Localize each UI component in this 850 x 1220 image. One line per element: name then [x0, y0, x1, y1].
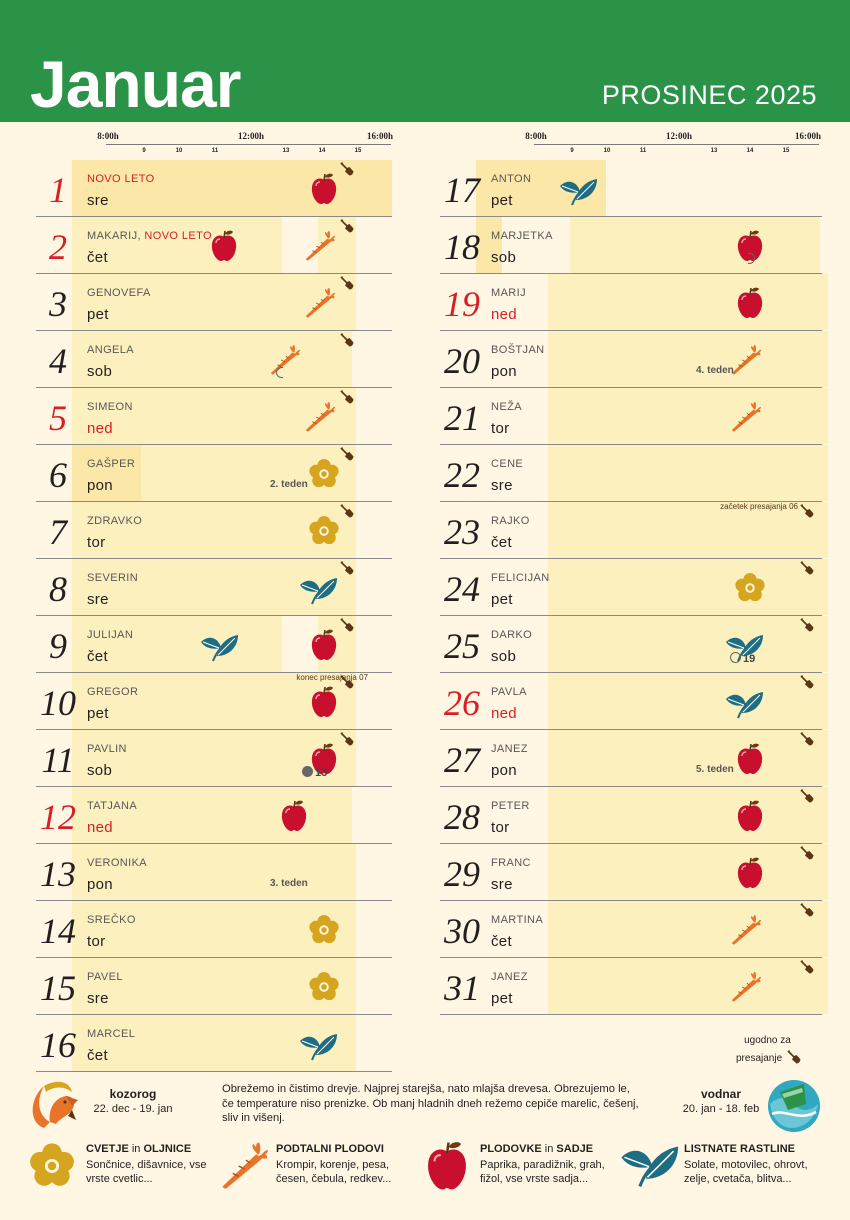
- weekday: pon: [491, 363, 517, 380]
- name-day: [87, 173, 155, 186]
- carrot-icon: [218, 1138, 268, 1194]
- legend-leafy-desc: Solate, motovilec, ohrovt, zelje, cvetača, blitva...: [684, 1159, 808, 1185]
- day-row: [440, 160, 822, 217]
- shovel-icon: [340, 333, 354, 347]
- day-row: [440, 559, 822, 616]
- shovel-icon: [340, 504, 354, 518]
- legend-roots: [218, 1138, 418, 1198]
- day-number: 9: [49, 626, 67, 666]
- saint-name: MARJETKA: [491, 230, 553, 242]
- shovel-icon: [340, 219, 354, 233]
- day-row: [36, 958, 392, 1015]
- weekday: čet: [491, 534, 512, 551]
- name-day: [491, 458, 523, 471]
- daylight-band: [548, 730, 828, 786]
- daylight-band: [72, 844, 356, 900]
- apple-icon: [422, 1138, 472, 1194]
- week-label: 4. teden: [696, 365, 734, 376]
- weekday: pon: [87, 477, 113, 494]
- time-scale-label: 11: [639, 148, 647, 154]
- saint-name: GAŠPER: [87, 458, 136, 470]
- day-number: 7: [49, 512, 67, 552]
- legend-roots-title: PODTALNI PLODOVI: [276, 1143, 384, 1155]
- day-number: 4: [49, 341, 67, 381]
- weekday: sob: [491, 249, 517, 266]
- saint-name: JANEZ: [491, 971, 528, 983]
- name-day: [491, 629, 532, 642]
- transplant-legend: [736, 1035, 799, 1065]
- day-row: [36, 616, 392, 673]
- aquarius-icon: [764, 1078, 824, 1130]
- shovel-icon: [800, 789, 814, 803]
- legend-fruits-title: PLODOVKE in SADJE: [480, 1143, 594, 1155]
- apple-icon: [308, 172, 340, 206]
- weekday: ned: [87, 420, 113, 437]
- shovel-icon: [800, 732, 814, 746]
- moon-date: 13: [315, 767, 328, 779]
- name-day: [491, 971, 528, 984]
- name-day: [491, 287, 526, 300]
- flower-icon: [308, 970, 340, 1004]
- weekday: sob: [87, 762, 113, 779]
- leaf-icon: [724, 689, 764, 719]
- saint-name: GENOVEFA: [87, 287, 151, 299]
- day-number: 28: [444, 797, 480, 837]
- weekday: tor: [87, 534, 106, 551]
- weekday: pet: [87, 705, 109, 722]
- holiday-name: NOVO LETO: [144, 230, 212, 242]
- weekday: tor: [87, 933, 106, 950]
- shovel-icon: [800, 504, 814, 518]
- day-number: 18: [444, 227, 480, 267]
- info-text: Obrežemo in čistimo drevje. Najprej starejša, nato mlajša drevesa. Obrezujemo le, če temperature niso prenizke. Ob manj hladnih dneh režemo cepiče marelic, češenj, sliv in višenj.: [222, 1083, 639, 1124]
- name-day: [491, 230, 553, 243]
- saint-name: DARKO: [491, 629, 533, 641]
- day-row: [36, 673, 392, 730]
- day-row: [440, 445, 822, 502]
- day-number: 12: [40, 797, 76, 837]
- day-number: 23: [444, 512, 480, 552]
- saint-name: GREGOR: [87, 686, 139, 698]
- transplant-note: konec presajanja 07: [296, 673, 368, 682]
- shovel-icon: [800, 903, 814, 917]
- day-number: 6: [49, 455, 67, 495]
- carrot-icon: [303, 229, 335, 263]
- saint-name: FELICIJAN: [491, 572, 550, 584]
- day-number: 15: [40, 968, 76, 1008]
- time-scale-label: 16:00h: [366, 131, 394, 141]
- saint-name: CENE: [491, 458, 524, 470]
- carrot-icon: [729, 913, 761, 947]
- weekday: pet: [491, 192, 513, 209]
- saint-name: BOŠTJAN: [491, 344, 545, 356]
- day-number: 16: [40, 1025, 76, 1065]
- day-row: [36, 331, 392, 388]
- name-day: [491, 344, 545, 357]
- apple-icon: [734, 799, 766, 833]
- day-row: [36, 502, 392, 559]
- day-row: [440, 331, 822, 388]
- flower-icon: [308, 514, 340, 548]
- time-scale-label: 14: [746, 148, 754, 154]
- legend-fruits: [422, 1138, 622, 1198]
- time-scale: [525, 124, 824, 158]
- time-scale-line: [106, 144, 391, 145]
- name-day: [87, 458, 135, 471]
- saint-name: PAVEL: [87, 971, 123, 983]
- month-title: Januar: [30, 47, 241, 121]
- day-row: [36, 844, 392, 901]
- legend-leafy-title: LISTNATE RASTLINE: [684, 1143, 796, 1155]
- day-row: [440, 730, 822, 787]
- weekday: sre: [87, 591, 109, 608]
- leaf-icon: [558, 176, 598, 206]
- day-number: 11: [41, 740, 75, 780]
- name-day: [87, 287, 151, 300]
- name-day: [491, 515, 530, 528]
- daylight-band: [548, 445, 828, 501]
- shovel-icon: [340, 276, 354, 290]
- day-number: 5: [49, 398, 67, 438]
- flower-icon: [28, 1142, 76, 1190]
- moon-phase: [302, 766, 327, 779]
- daylight-band: [570, 217, 820, 273]
- weekday: pet: [491, 990, 513, 1007]
- name-day: [491, 800, 530, 813]
- daylight-band: [72, 331, 352, 387]
- weekday: čet: [87, 249, 108, 266]
- apple-icon: [278, 799, 310, 833]
- day-row: [36, 274, 392, 331]
- daylight-band: [548, 958, 828, 1014]
- day-row: [36, 160, 392, 217]
- saint-name: JULIJAN: [87, 629, 134, 641]
- day-number: 19: [444, 284, 480, 324]
- daylight-band: [72, 787, 352, 843]
- aquarius-name: vodnar: [700, 1087, 741, 1101]
- shovel-icon: [800, 675, 814, 689]
- week-label: 5. teden: [696, 764, 734, 775]
- name-day: [491, 401, 522, 414]
- saint-name: PAVLIN: [87, 743, 127, 755]
- saint-name: FRANC: [491, 857, 531, 869]
- carrot-icon: [303, 400, 335, 434]
- day-number: 25: [444, 626, 480, 666]
- legend-fruits-desc: Paprika, paradižnik, grah, fižol, vse vrste sadja...: [480, 1159, 605, 1185]
- name-day: [87, 686, 138, 699]
- saint-name: MARIJ: [491, 287, 526, 299]
- day-row: [36, 217, 392, 274]
- time-scale-label: 8:00h: [525, 131, 547, 141]
- apple-icon: [734, 742, 766, 776]
- name-day: [87, 515, 142, 528]
- apple-icon: [208, 229, 240, 263]
- day-number: 26: [444, 683, 480, 723]
- day-number: 14: [40, 911, 76, 951]
- weekday: ned: [491, 705, 517, 722]
- shovel-icon: [787, 1050, 801, 1064]
- day-row: [36, 730, 392, 787]
- shovel-icon: [800, 618, 814, 632]
- moon-date: 19: [743, 653, 756, 665]
- apple-icon: [308, 628, 340, 662]
- day-number: 1: [49, 170, 67, 210]
- flower-icon: [308, 457, 340, 491]
- daylight-band: [548, 616, 828, 672]
- transplant-legend-line2: presajanje: [736, 1053, 783, 1064]
- daylight-band: [548, 844, 828, 900]
- day-number: 2: [49, 227, 67, 267]
- name-day: [87, 572, 138, 585]
- day-number: 29: [444, 854, 480, 894]
- day-row: [36, 1015, 392, 1072]
- name-day: [87, 344, 134, 357]
- weekday: sre: [87, 192, 109, 209]
- leaf-icon: [199, 632, 239, 662]
- weekday: pon: [87, 876, 113, 893]
- time-scale-label: 15: [354, 148, 362, 154]
- time-scale-label: 9: [570, 148, 574, 154]
- carrot-icon: [729, 970, 761, 1004]
- apple-icon: [734, 856, 766, 890]
- full-moon-icon: [302, 766, 313, 777]
- name-day: [87, 401, 133, 414]
- shovel-icon: [800, 960, 814, 974]
- day-row: [440, 787, 822, 844]
- weekday: ned: [491, 306, 517, 323]
- leaf-icon: [618, 1142, 680, 1188]
- legend-leafy: [620, 1138, 830, 1198]
- aquarius-text: [676, 1087, 766, 1116]
- name-day: [87, 629, 133, 642]
- shovel-icon: [340, 390, 354, 404]
- time-scale-label: 16:00h: [794, 131, 822, 141]
- day-number: 31: [444, 968, 480, 1008]
- saint-name: MARTINA: [491, 914, 544, 926]
- shovel-icon: [340, 162, 354, 176]
- day-number: 20: [444, 341, 480, 381]
- time-scale-label: 11: [211, 148, 219, 154]
- time-scale-label: 12:00h: [237, 131, 265, 141]
- time-scale: [97, 124, 396, 158]
- saint-name: VERONIKA: [87, 857, 148, 869]
- saint-name: TATJANA: [87, 800, 138, 812]
- weekday: čet: [87, 648, 108, 665]
- leaf-icon: [298, 575, 338, 605]
- shovel-icon: [340, 618, 354, 632]
- time-scale-label: 10: [603, 148, 611, 154]
- previous-month-label: PROSINEC 2025: [601, 80, 817, 110]
- name-day: [87, 743, 127, 756]
- saint-name: MAKARIJ,: [87, 230, 145, 242]
- capricorn-icon: [24, 1078, 94, 1130]
- shovel-icon: [340, 447, 354, 461]
- week-label: 2. teden: [270, 479, 308, 490]
- name-day: [491, 173, 531, 186]
- saint-name: PAVLA: [491, 686, 527, 698]
- day-number: 3: [49, 284, 67, 324]
- moon-phase: [730, 652, 755, 665]
- day-number: 21: [444, 398, 480, 438]
- weekday: sob: [87, 363, 113, 380]
- last-quarter-moon-icon: [276, 367, 283, 378]
- name-day: [491, 686, 527, 699]
- day-row: [440, 502, 822, 559]
- name-day: [491, 572, 550, 585]
- saint-name: RAJKO: [491, 515, 530, 527]
- weekday: sre: [87, 990, 109, 1007]
- day-row: [440, 616, 822, 673]
- weekday: tor: [491, 819, 510, 836]
- daylight-band: [548, 331, 828, 387]
- time-scale-label: 9: [142, 148, 146, 154]
- time-scale-label: 14: [318, 148, 326, 154]
- day-number: 24: [444, 569, 480, 609]
- legend-flowers-desc: Sončnice, dišavnice, vse vrste cvetlic...: [86, 1159, 207, 1185]
- name-day: [491, 743, 528, 756]
- carrot-icon: [729, 400, 761, 434]
- weekday: pon: [491, 762, 517, 779]
- saint-name: PETER: [491, 800, 530, 812]
- name-day: [87, 1028, 135, 1041]
- day-row: [440, 901, 822, 958]
- saint-name: SIMEON: [87, 401, 133, 413]
- name-day: [87, 857, 147, 870]
- transplant-note: začetek presajanja 06: [720, 502, 798, 511]
- day-row: [36, 388, 392, 445]
- moon-phase: [274, 367, 283, 380]
- weekday: čet: [87, 1047, 108, 1064]
- day-number: 10: [40, 683, 76, 723]
- day-row: [36, 559, 392, 616]
- day-row: [440, 274, 822, 331]
- time-scale-label: 13: [710, 148, 718, 154]
- shovel-icon: [340, 561, 354, 575]
- saint-name: ZDRAVKO: [87, 515, 143, 527]
- week-label: 3. teden: [270, 878, 308, 889]
- aquarius-dates: 20. jan - 18. feb: [682, 1103, 760, 1115]
- daylight-band: [548, 388, 828, 444]
- saint-name: NEŽA: [491, 401, 522, 413]
- time-scale-label: 13: [282, 148, 290, 154]
- first-quarter-moon-icon: [748, 253, 755, 264]
- day-row: [440, 958, 822, 1015]
- day-number: 17: [444, 170, 480, 210]
- day-row: [36, 787, 392, 844]
- apple-icon: [734, 286, 766, 320]
- daylight-band: [548, 901, 828, 957]
- moon-phase: [748, 253, 755, 266]
- daylight-band: [548, 274, 828, 330]
- weekday: pet: [491, 591, 513, 608]
- weekday: ned: [87, 819, 113, 836]
- day-number: 22: [444, 455, 480, 495]
- time-scale-label: 12:00h: [665, 131, 693, 141]
- leaf-icon: [298, 1031, 338, 1061]
- day-row: [440, 844, 822, 901]
- daylight-band: [548, 787, 828, 843]
- saint-name: SEVERIN: [87, 572, 139, 584]
- weekday: čet: [491, 933, 512, 950]
- name-day: [87, 800, 137, 813]
- shovel-icon: [800, 846, 814, 860]
- legend-flowers: [28, 1138, 218, 1198]
- day-row: [440, 388, 822, 445]
- weekday: sre: [491, 477, 513, 494]
- holiday-name: NOVO LETO: [87, 173, 155, 185]
- time-scale-label: 10: [175, 148, 183, 154]
- day-number: 8: [49, 569, 67, 609]
- weekday: sob: [491, 648, 517, 665]
- capricorn-name: kozorog: [109, 1087, 157, 1101]
- name-day: [87, 230, 212, 243]
- time-scale-label: 15: [782, 148, 790, 154]
- weekday: sre: [491, 876, 513, 893]
- day-number: 13: [40, 854, 76, 894]
- shovel-icon: [800, 561, 814, 575]
- carrot-icon: [268, 343, 300, 377]
- weekday: pet: [87, 306, 109, 323]
- saint-name: ANTON: [491, 173, 532, 185]
- day-row: [36, 901, 392, 958]
- time-scale-label: 8:00h: [97, 131, 119, 141]
- name-day: [491, 857, 531, 870]
- saint-name: JANEZ: [491, 743, 528, 755]
- weekday: tor: [491, 420, 510, 437]
- header-bar: [0, 0, 850, 122]
- saint-name: MARCEL: [87, 1028, 136, 1040]
- saint-name: ANGELA: [87, 344, 135, 356]
- apple-icon: [308, 685, 340, 719]
- day-row: [440, 217, 822, 274]
- transplant-legend-line1: ugodno za: [744, 1035, 791, 1046]
- shovel-icon: [340, 732, 354, 746]
- day-number: 30: [444, 911, 480, 951]
- legend-roots-desc: Krompir, korenje, pesa, česen, čebula, redkev...: [276, 1159, 392, 1185]
- daylight-band: [548, 559, 828, 615]
- carrot-icon: [303, 286, 335, 320]
- flower-icon: [308, 913, 340, 947]
- capricorn-text: [88, 1087, 178, 1116]
- day-row: [36, 445, 392, 502]
- carrot-icon: [729, 343, 761, 377]
- new-moon-icon: [730, 652, 741, 663]
- flower-icon: [734, 571, 766, 605]
- legend-flowers-title: CVETJE in OLJNICE: [86, 1143, 192, 1155]
- time-scale-line: [534, 144, 819, 145]
- name-day: [87, 971, 123, 984]
- day-row: [440, 673, 822, 730]
- day-number: 27: [444, 740, 480, 780]
- capricorn-dates: 22. dec - 19. jan: [93, 1103, 173, 1115]
- name-day: [87, 914, 136, 927]
- saint-name: SREČKO: [87, 914, 136, 926]
- daylight-band: [548, 673, 828, 729]
- name-day: [491, 914, 543, 927]
